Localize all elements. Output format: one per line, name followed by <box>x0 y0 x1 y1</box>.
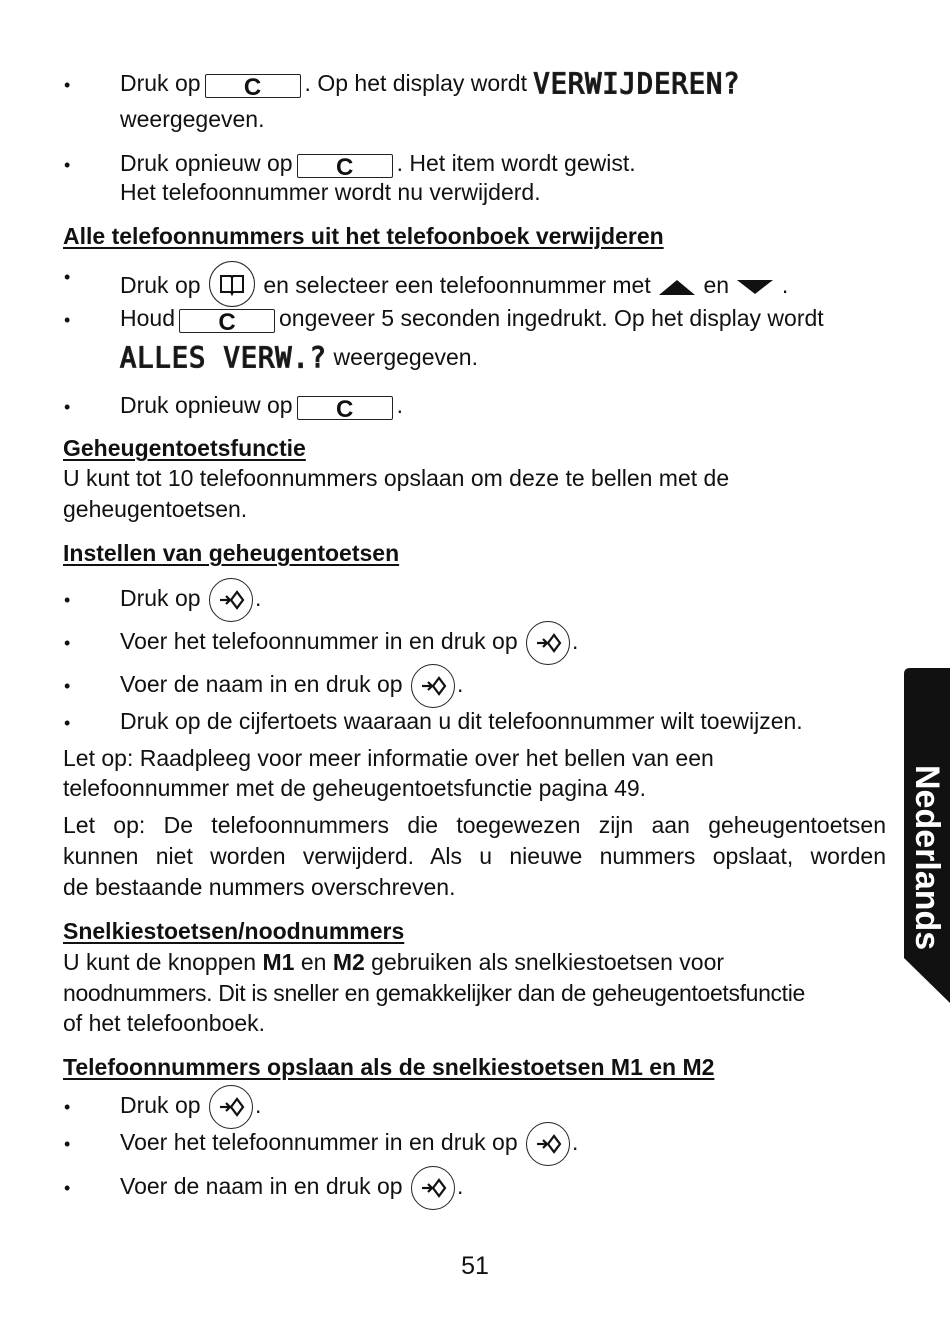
list-item: Druk op . <box>120 1082 261 1129</box>
paragraph-line: geheugentoetsen. <box>63 496 248 522</box>
lcd-display-text: VERWIJDEREN? <box>533 68 741 101</box>
list-item: Voer het telefoonnummer in en druk op . <box>120 1119 578 1166</box>
down-arrow-icon <box>735 277 775 297</box>
bullet: • <box>64 1134 71 1154</box>
section-heading: Snelkiestoetsen/noodnummers <box>63 918 405 944</box>
paragraph-line: de bestaande nummers overschreven. <box>63 874 456 900</box>
paragraph-line: kunnen niet worden verwijderd. Als u nieuwe nummers opslaat, worden <box>63 843 886 869</box>
section-heading: Instellen van geheugentoetsen <box>63 540 400 566</box>
phonebook-icon <box>209 261 255 307</box>
store-key-icon <box>411 664 455 708</box>
bullet: • <box>64 310 71 330</box>
list-item: Druk opnieuw op C . Het item wordt gewist. <box>120 150 636 181</box>
paragraph-line: U kunt de knoppen M1 en M2 gebruiken als snelkiestoetsen voor <box>63 949 725 975</box>
c-key-icon: C <box>179 309 275 333</box>
bullet: • <box>64 397 71 417</box>
bullet: • <box>64 590 71 610</box>
c-key-icon: C <box>297 154 393 178</box>
list-item: Houd C ongeveer 5 seconden ingedrukt. Op het display wordt <box>120 305 824 336</box>
paragraph-line: Let op: De telefoonnummers die toegewezen zijn aan geheugentoetsen <box>63 812 886 838</box>
bullet: • <box>64 1178 71 1198</box>
store-key-icon <box>411 1166 455 1210</box>
list-item: Voer het telefoonnummer in en druk op . <box>120 618 578 665</box>
paragraph-line: of het telefoonboek. <box>63 1010 266 1036</box>
page-number: 51 <box>461 1252 489 1280</box>
list-item: Druk opnieuw op C . <box>120 392 403 423</box>
bullet: • <box>64 713 71 733</box>
store-key-icon <box>526 621 570 665</box>
language-tab-label: Nederlands <box>908 765 946 951</box>
list-item-continuation: weergegeven. <box>120 106 265 132</box>
list-item: Druk op en selecteer een telefoonnummer met en . <box>120 261 788 307</box>
list-item: Druk op de cijfertoets waaraan u dit telefoonnummer wilt toewijzen. <box>120 708 803 734</box>
c-key-icon: C <box>297 396 393 420</box>
bullet: • <box>64 1097 71 1117</box>
bullet: • <box>64 267 71 287</box>
bullet: • <box>64 676 71 696</box>
section-heading: Geheugentoetsfunctie <box>63 435 306 461</box>
section-heading: Alle telefoonnummers uit het telefoonboek verwijderen <box>63 223 664 249</box>
paragraph-line: U kunt tot 10 telefoonnummers opslaan om deze te bellen met de <box>63 465 730 491</box>
store-key-icon <box>526 1122 570 1166</box>
bullet: • <box>64 75 71 95</box>
paragraph-line: noodnummers. Dit is sneller en gemakkelijker dan de geheugentoetsfunctie <box>63 980 805 1006</box>
lcd-display-text: ALLES VERW.? <box>120 342 328 375</box>
section-heading: Telefoonnummers opslaan als de snelkiestoetsen M1 en M2 <box>63 1054 715 1080</box>
list-item: Voer de naam in en druk op . <box>120 661 463 708</box>
paragraph-line: telefoonnummer met de geheugentoetsfunctie pagina 49. <box>63 775 647 801</box>
store-key-icon <box>209 578 253 622</box>
list-item: Druk op C . Op het display wordt VERWIJDEREN? <box>120 68 741 101</box>
list-item: Druk op . <box>120 575 261 622</box>
up-arrow-icon <box>657 277 697 297</box>
bullet: • <box>64 155 71 175</box>
bullet: • <box>64 633 71 653</box>
list-item-continuation: ALLES VERW.? weergegeven. <box>120 342 478 375</box>
list-item-continuation: Het telefoonnummer wordt nu verwijderd. <box>120 179 541 205</box>
c-key-icon: C <box>205 74 301 98</box>
list-item: Voer de naam in en druk op . <box>120 1163 463 1210</box>
paragraph-line: Let op: Raadpleeg voor meer informatie over het bellen van een <box>63 745 714 771</box>
